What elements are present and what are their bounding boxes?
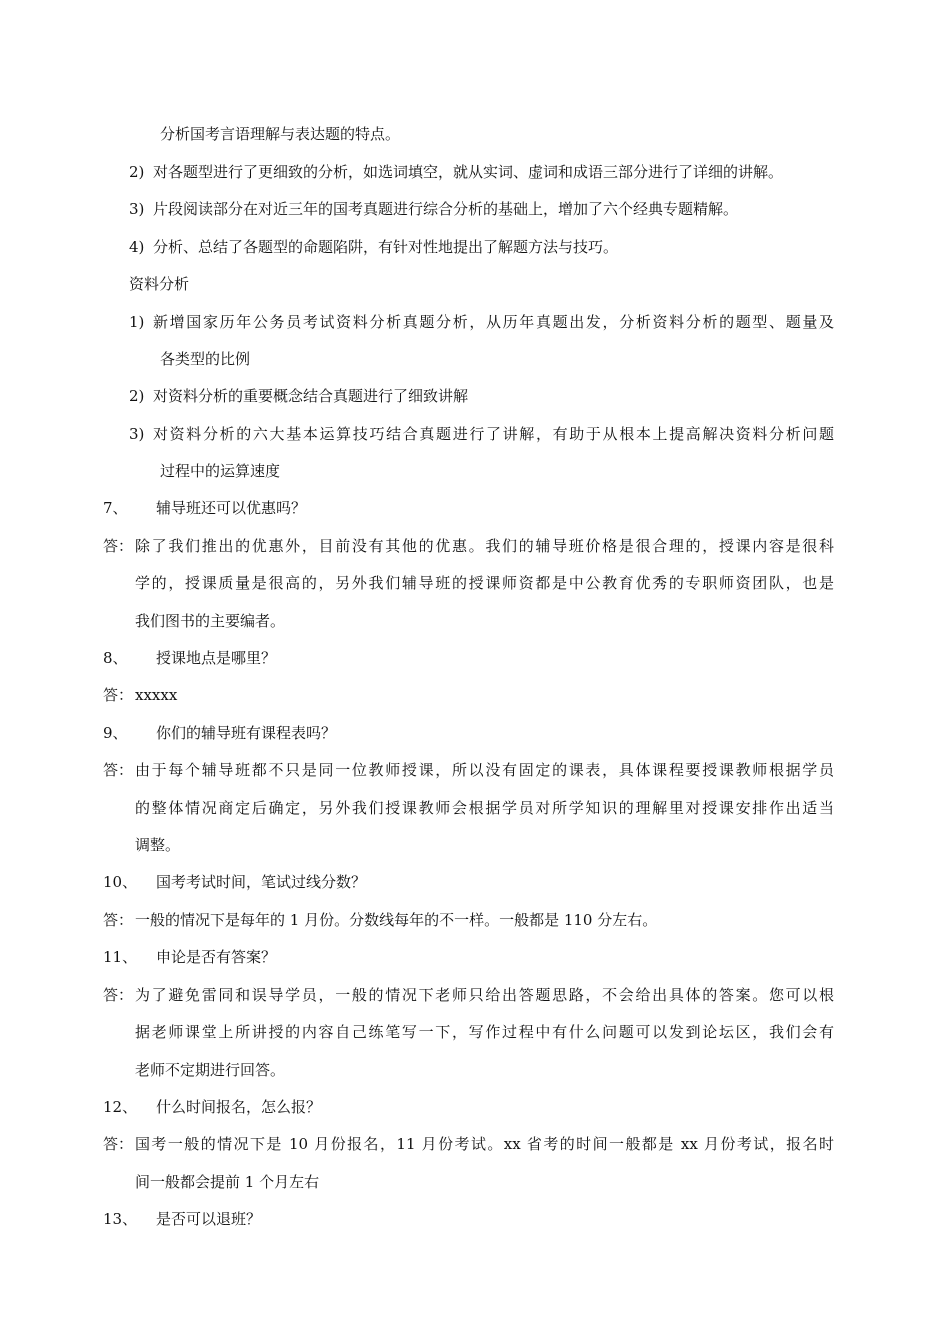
list-number: 4) xyxy=(129,238,145,256)
answer-text: 间一般都会提前 1 个月左右 xyxy=(135,1173,320,1191)
answer-text: 的整体情况商定后确定，另外我们授课教师会根据学员对所学知识的理解里对授课安排作出适当 xyxy=(135,799,834,817)
question-text: 你们的辅导班有课程表吗？ xyxy=(156,724,337,742)
list-number: 1) xyxy=(129,313,145,331)
list-item-text: 对资料分析的六大基本运算技巧结合真题进行了讲解，有助于从根本上提高解决资料分析问题 xyxy=(153,425,834,443)
answer-text: 为了避免雷同和误导学员，一般的情况下老师只给出答题思路，不会给出具体的答案。您可以根 xyxy=(135,986,834,1004)
question-number: 11、 xyxy=(103,948,138,966)
answer-label: 答： xyxy=(103,1135,134,1153)
question-number: 9、 xyxy=(103,724,128,742)
list-number: 3) xyxy=(129,425,145,443)
answer-text: 学的，授课质量是很高的，另外我们辅导班的授课师资都是中公教育优秀的专职师资团队，也是 xyxy=(135,574,834,592)
list-number: 3) xyxy=(129,200,145,218)
list-item-text: 对各题型进行了更细致的分析，如选词填空，就从实词、虚词和成语三部分进行了详细的讲解。 xyxy=(153,163,784,181)
list-item-text: 片段阅读部分在对近三年的国考真题进行综合分析的基础上，增加了六个经典专题精解。 xyxy=(153,200,739,218)
answer-label: 答： xyxy=(103,686,134,704)
list-item-text-cont: 过程中的运算速度 xyxy=(160,462,281,480)
answer-text: 老师不定期进行回答。 xyxy=(135,1061,286,1079)
question-text: 辅导班还可以优惠吗？ xyxy=(156,499,307,517)
question-text: 国考考试时间，笔试过线分数？ xyxy=(156,873,367,891)
list-number: 2) xyxy=(129,387,145,405)
question-text: 授课地点是哪里？ xyxy=(156,649,277,667)
list-item-text: 对资料分析的重要概念结合真题进行了细致讲解 xyxy=(153,387,469,405)
answer-label: 答： xyxy=(103,761,134,779)
answer-label: 答： xyxy=(103,986,134,1004)
answer-text: xxxxx xyxy=(135,686,178,704)
answer-label: 答： xyxy=(103,911,134,929)
answer-text: 一般的情况下是每年的 1 月份。分数线每年的不一样。一般都是 110 分左右。 xyxy=(135,911,658,929)
list-item-text-cont: 各类型的比例 xyxy=(160,350,251,368)
question-text: 申论是否有答案？ xyxy=(156,948,277,966)
continuation-text: 分析国考言语理解与表达题的特点。 xyxy=(160,125,401,143)
answer-label: 答： xyxy=(103,537,134,555)
question-text: 什么时间报名，怎么报？ xyxy=(156,1098,322,1116)
list-number: 2) xyxy=(129,163,145,181)
answer-text: 由于每个辅导班都不只是同一位教师授课，所以没有固定的课表，具体课程要授课教师根据学员 xyxy=(135,761,834,779)
question-number: 13、 xyxy=(103,1210,138,1228)
question-number: 7、 xyxy=(103,499,128,517)
question-text: 是否可以退班？ xyxy=(156,1210,262,1228)
question-number: 12、 xyxy=(103,1098,138,1116)
question-number: 8、 xyxy=(103,649,128,667)
answer-text: 调整。 xyxy=(135,836,181,854)
section-heading: 资料分析 xyxy=(129,275,190,293)
answer-text: 国考一般的情况下是 10 月份报名，11 月份考试。xx 省考的时间一般都是 xx 月份考试，报名时 xyxy=(135,1135,834,1153)
list-item-text: 新增国家历年公务员考试资料分析真题分析，从历年真题出发，分析资料分析的题型、题量及 xyxy=(153,313,834,331)
answer-text: 我们图书的主要编者。 xyxy=(135,612,286,630)
list-item-text: 分析、总结了各题型的命题陷阱，有针对性地提出了解题方法与技巧。 xyxy=(153,238,619,256)
answer-text: 除了我们推出的优惠外，目前没有其他的优惠。我们的辅导班价格是很合理的，授课内容是很科 xyxy=(135,537,834,555)
question-number: 10、 xyxy=(103,873,138,891)
answer-text: 据老师课堂上所讲授的内容自己练笔写一下，写作过程中有什么问题可以发到论坛区，我们会有 xyxy=(135,1023,834,1041)
